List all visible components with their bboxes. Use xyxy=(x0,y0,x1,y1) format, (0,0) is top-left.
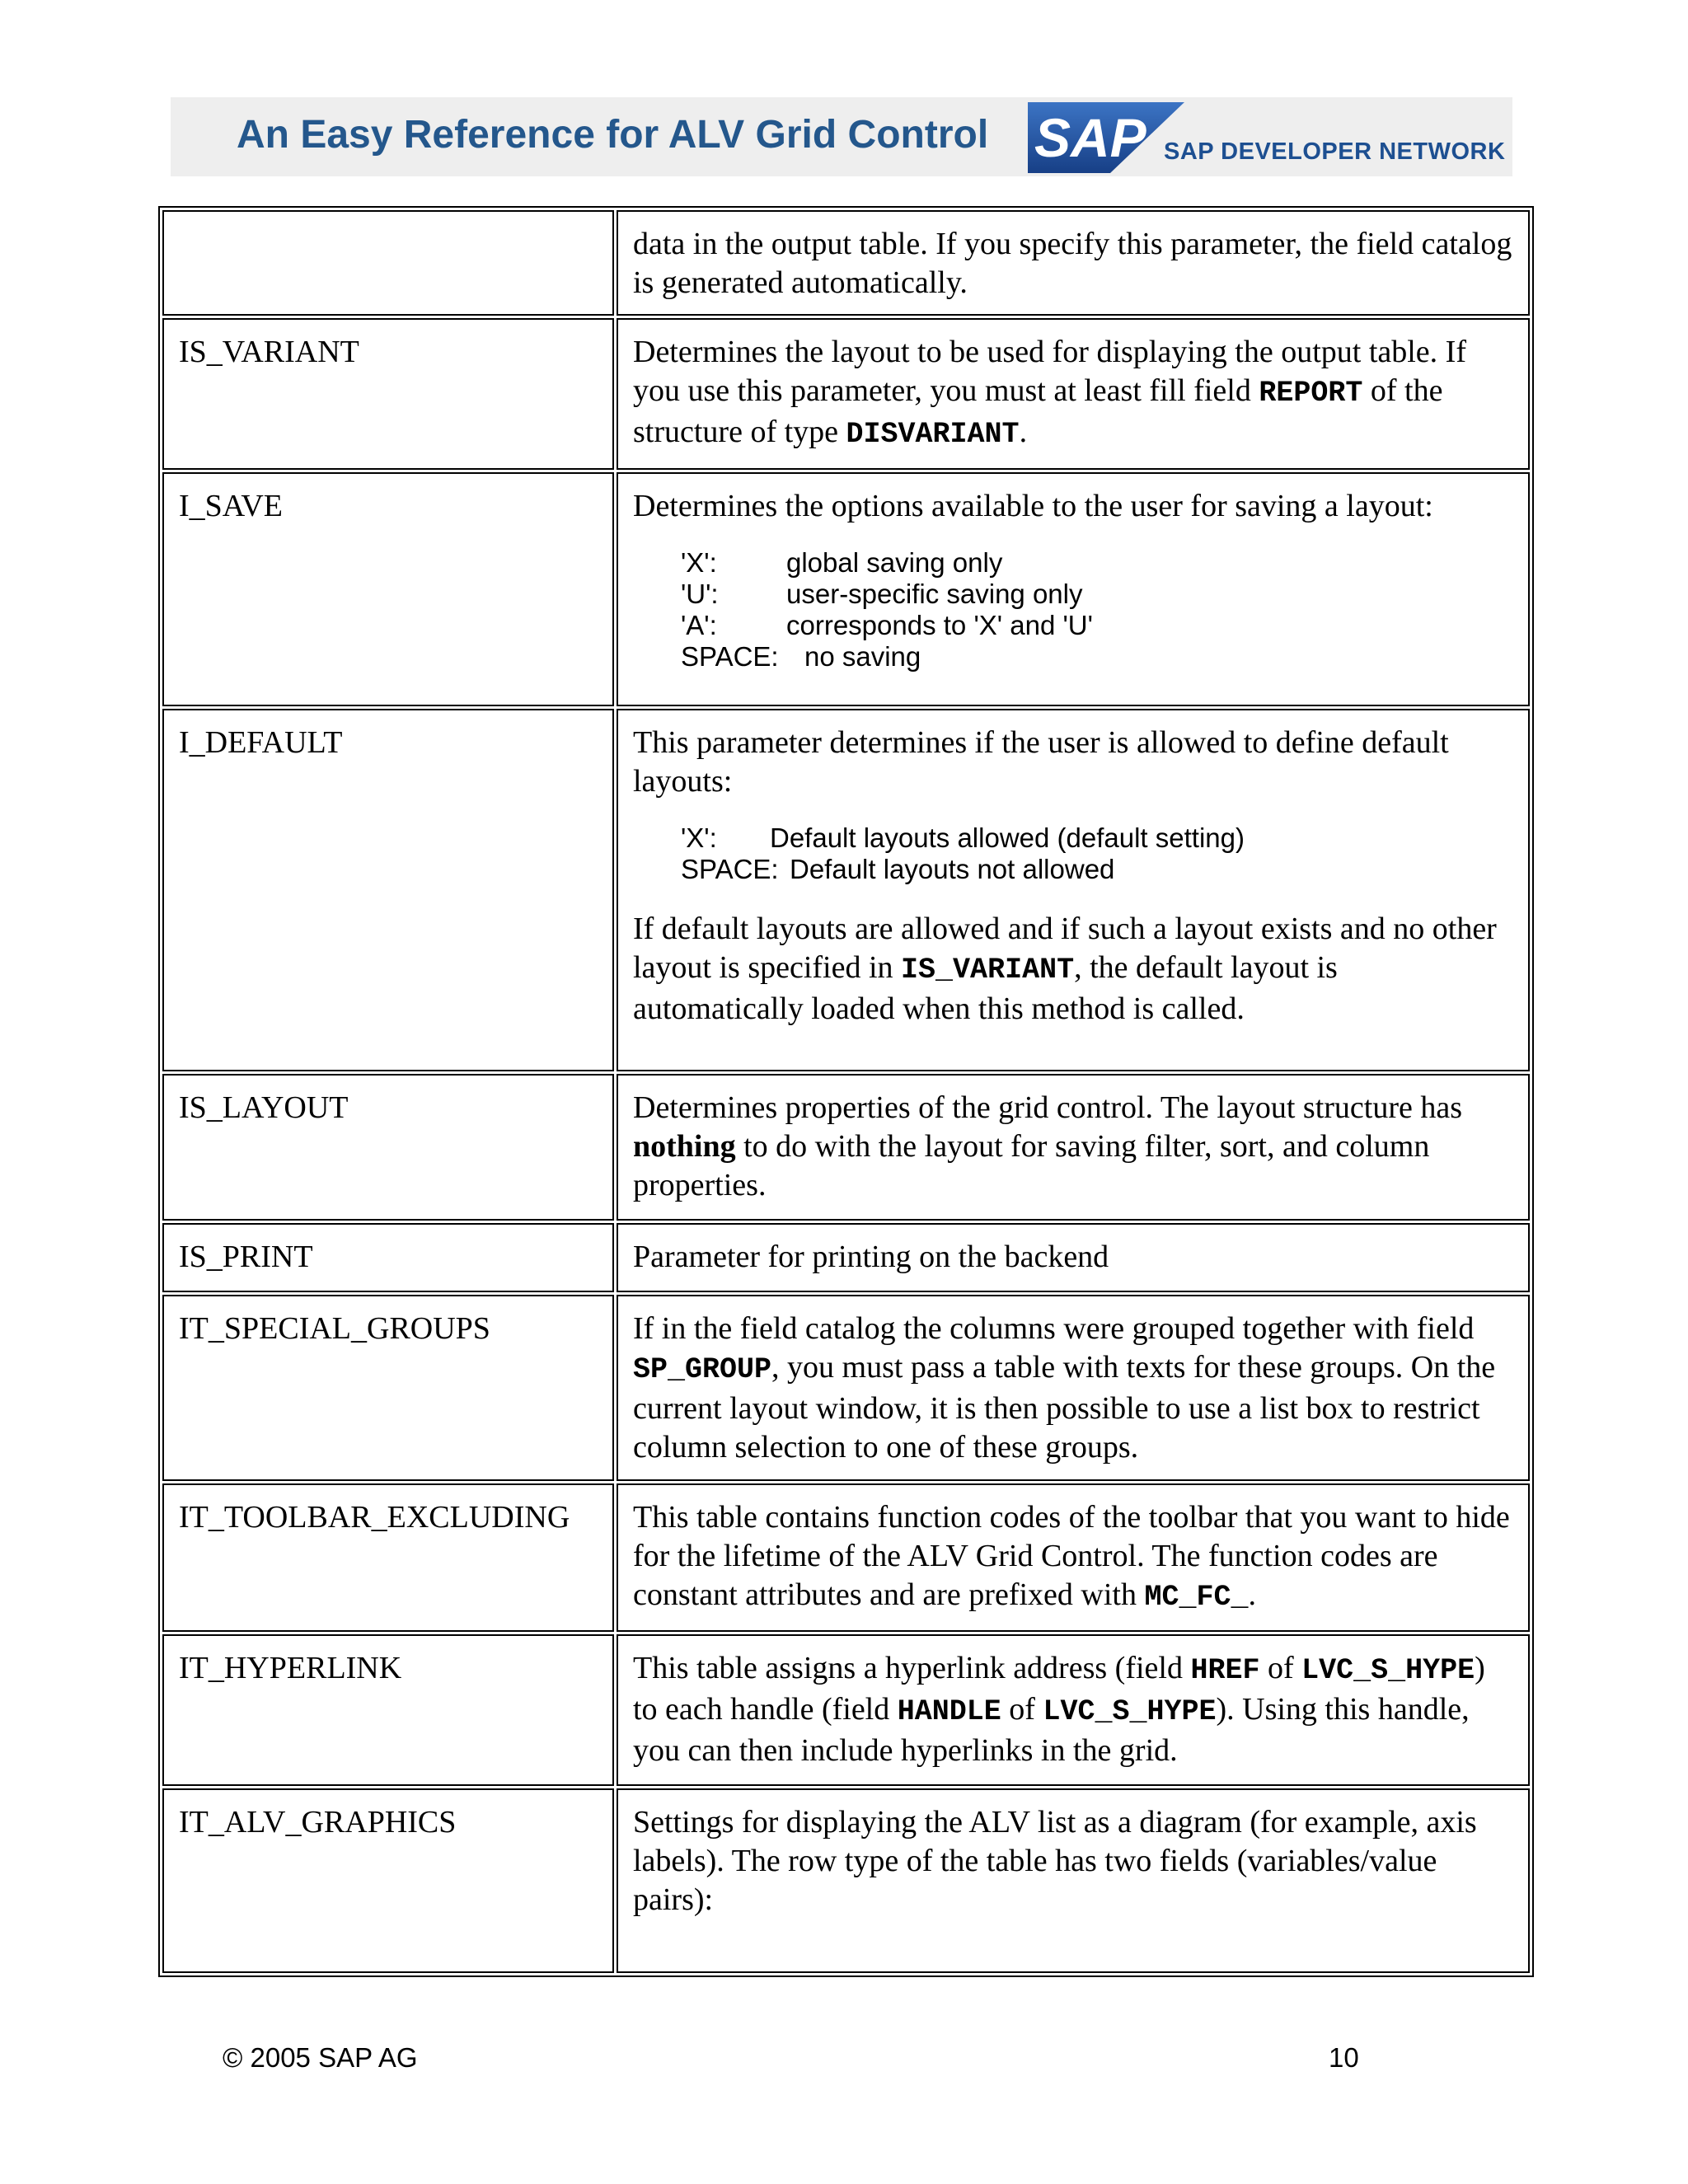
sap-logo-text: SAP xyxy=(1034,107,1146,168)
option-key: 'X': xyxy=(681,823,717,853)
description-part: Determines properties of the grid control. The layout structure has xyxy=(633,1090,1462,1125)
option-text: no saving xyxy=(804,641,921,672)
option-key: SPACE: xyxy=(681,641,779,672)
param-cell xyxy=(162,1074,614,1221)
param-name: I_SAVE xyxy=(179,489,283,523)
option-row xyxy=(681,547,1513,579)
description-part: If in the field catalog the columns were grouped together with field xyxy=(633,1311,1475,1346)
table-row xyxy=(162,1295,1530,1481)
description-cell xyxy=(617,210,1530,316)
table-row xyxy=(162,1483,1530,1632)
description-text: Settings for displaying the ALV list as a diagram (for example, axis labels). The row type of the table has two fields (variables/value pairs): xyxy=(633,1805,1477,1917)
description-cell xyxy=(617,472,1530,706)
param-cell xyxy=(162,318,614,470)
page-header xyxy=(171,97,1512,176)
param-name: IS_LAYOUT xyxy=(179,1090,349,1125)
description-part: This table contains function codes of the toolbar that you want to hide for the lifetime of the ALV Grid Control. The function codes are constant attributes and are prefixed with xyxy=(633,1500,1510,1612)
param-cell xyxy=(162,709,614,1071)
code-term: SP_GROUP xyxy=(633,1353,772,1386)
description-text xyxy=(633,1310,1513,1467)
parameter-table xyxy=(158,206,1534,1977)
description-text xyxy=(633,333,1513,454)
param-name: IT_ALV_GRAPHICS xyxy=(179,1805,457,1840)
option-key: SPACE: xyxy=(681,854,779,884)
option-key: 'U': xyxy=(681,579,719,609)
description-cell xyxy=(617,318,1530,470)
description-cell xyxy=(617,1788,1530,1973)
sap-logo xyxy=(1028,101,1184,175)
description-part: of the structure of type xyxy=(633,373,1443,449)
option-row xyxy=(681,610,1513,641)
param-name: IS_VARIANT xyxy=(179,335,359,369)
copyright-notice: © 2005 SAP AG xyxy=(223,2042,418,2073)
description-part: , you must pass a table with texts for these groups. On the current layout window, it is then possible to use a list box to restrict column selection to one of these groups. xyxy=(633,1350,1496,1465)
table-row xyxy=(162,709,1530,1071)
option-text: Default layouts allowed (default setting) xyxy=(770,823,1245,853)
description-text: This parameter determines if the user is allowed to define default layouts: xyxy=(633,725,1449,799)
param-cell xyxy=(162,1295,614,1481)
param-cell xyxy=(162,1634,614,1786)
emphasis-term: nothing xyxy=(633,1129,736,1164)
option-row xyxy=(681,641,1513,673)
table-row xyxy=(162,1223,1530,1292)
code-term: LVC_S_HYPE xyxy=(1043,1695,1217,1728)
param-cell xyxy=(162,1223,614,1292)
param-cell xyxy=(162,210,614,316)
developer-network-label: SAP DEVELOPER NETWORK xyxy=(1164,138,1506,165)
param-cell xyxy=(162,1483,614,1632)
code-term: LVC_S_HYPE xyxy=(1301,1654,1475,1687)
param-name: IS_PRINT xyxy=(179,1240,313,1274)
description-part: . xyxy=(1019,415,1028,449)
code-term: IS_VARIANT xyxy=(901,954,1075,987)
description-cell xyxy=(617,1634,1530,1786)
code-term: REPORT xyxy=(1259,377,1363,410)
option-list xyxy=(681,823,1513,885)
description-part: data in the output table. If you specify this parameter, the field catalog is generated automatically. xyxy=(633,227,1512,300)
option-row xyxy=(681,579,1513,610)
param-name: IT_TOOLBAR_EXCLUDING xyxy=(179,1500,570,1535)
param-name: I_DEFAULT xyxy=(179,725,343,760)
param-cell xyxy=(162,472,614,706)
description-text xyxy=(633,1089,1513,1205)
option-key: 'A': xyxy=(681,610,717,640)
code-term: HREF xyxy=(1190,1654,1260,1687)
description-text xyxy=(633,1498,1513,1617)
option-row xyxy=(681,823,1513,854)
description-part: ) to each handle (field xyxy=(633,1651,1485,1727)
description-part: This table assigns a hyperlink address (field xyxy=(633,1651,1191,1685)
description-text: Parameter for printing on the backend xyxy=(633,1240,1109,1274)
description-part: If default layouts are allowed and if such a layout exists and no other layout is specified in xyxy=(633,912,1497,985)
option-key: 'X': xyxy=(681,547,717,578)
table-row xyxy=(162,1074,1530,1221)
description-cell xyxy=(617,1074,1530,1221)
description-part: , the default layout is automatically loaded when this method is called. xyxy=(633,950,1338,1026)
description-text: Determines the options available to the user for saving a layout: xyxy=(633,489,1433,523)
table-row xyxy=(162,318,1530,470)
param-name: IT_HYPERLINK xyxy=(179,1651,402,1685)
description-text xyxy=(633,225,1513,302)
table-row xyxy=(162,472,1530,706)
document-title: An Easy Reference for ALV Grid Control xyxy=(237,113,989,157)
table-row xyxy=(162,210,1530,316)
description-part: of xyxy=(1259,1651,1302,1685)
description-part: . xyxy=(1248,1577,1256,1612)
table-row xyxy=(162,1788,1530,1973)
description-text xyxy=(633,1649,1513,1770)
description-cell xyxy=(617,1295,1530,1481)
code-term: HANDLE xyxy=(897,1695,1001,1728)
description-part: to do with the layout for saving filter, sort, and column properties. xyxy=(633,1129,1430,1202)
description-cell xyxy=(617,1223,1530,1292)
option-row xyxy=(681,854,1513,885)
table-row xyxy=(162,1634,1530,1786)
description-cell xyxy=(617,1483,1530,1632)
page-number: 10 xyxy=(1329,2042,1359,2073)
option-text: global saving only xyxy=(786,547,1003,578)
description-cell xyxy=(617,709,1530,1071)
description-text xyxy=(633,910,1513,1029)
param-name: IT_SPECIAL_GROUPS xyxy=(179,1311,490,1346)
description-part: ). Using this handle, you can then include hyperlinks in the grid. xyxy=(633,1692,1470,1768)
option-list xyxy=(681,547,1513,673)
code-term: MC_FC_ xyxy=(1144,1581,1249,1614)
option-text: Default layouts not allowed xyxy=(790,854,1115,884)
option-text: user-specific saving only xyxy=(786,579,1083,609)
description-part: of xyxy=(1001,1692,1043,1727)
code-term: DISVARIANT xyxy=(846,418,1020,451)
param-cell xyxy=(162,1788,614,1973)
description-part: Determines the layout to be used for displaying the output table. If you use this parameter, you must at least fill field xyxy=(633,335,1466,408)
option-text: corresponds to 'X' and 'U' xyxy=(786,610,1093,640)
